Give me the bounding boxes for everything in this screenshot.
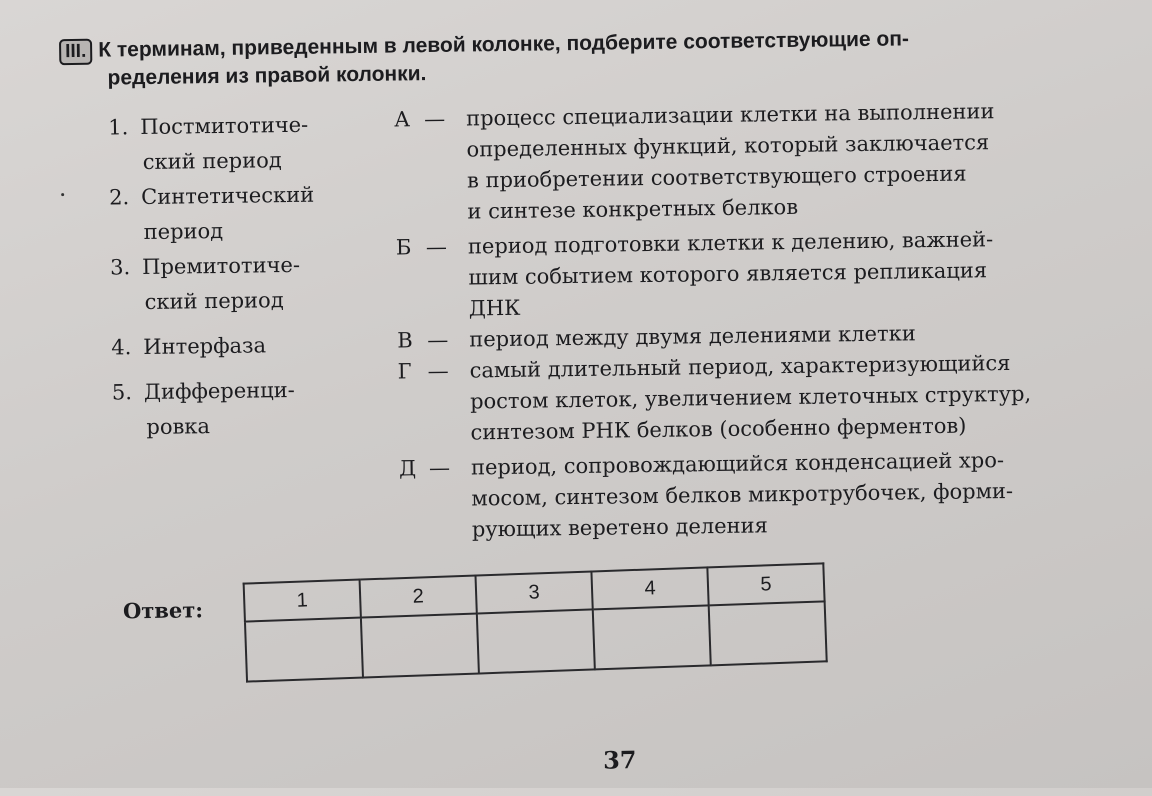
definition-line: определенных функций, который заключается [466, 130, 990, 162]
term-number: 5. [111, 380, 133, 405]
definition-letter: Г [397, 359, 412, 384]
answer-header-cell: 5 [707, 563, 824, 605]
answer-header-cell: 4 [591, 567, 708, 609]
definition-line: мосом, синтезом белков микротрубочек, форми- [471, 478, 1014, 511]
term-text: Интерфаза [143, 333, 267, 360]
definition-line: период между двумя делениями клетки [469, 321, 916, 352]
term-number: 4. [111, 335, 132, 360]
terms-column [108, 107, 373, 446]
definition-item [399, 444, 1100, 547]
answer-table [243, 562, 828, 682]
term-item [109, 177, 370, 251]
definition-letter: Б [395, 235, 412, 260]
answer-header-cell: 3 [475, 571, 592, 613]
definition-item [394, 95, 1096, 229]
definition-line: и синтезе конкретных белков [467, 194, 799, 224]
task-header-line-2: ределения из правой колонки. [107, 62, 427, 90]
definition-line: период, сопровождающийся конденсацией хро- [470, 448, 1005, 480]
page-number: 37 [602, 745, 637, 775]
term-item [111, 327, 371, 366]
task-number-badge: III. [59, 39, 92, 65]
definition-line: ДНК [468, 295, 521, 321]
definition-line: шим событием которого является репликация [468, 258, 988, 290]
term-number: 2. [109, 185, 130, 210]
definition-line: процесс специализации клетки на выполнении [465, 99, 995, 131]
definition-line: рующих веретено деления [471, 513, 768, 542]
term-text-cont: ский период [142, 148, 282, 175]
definition-letter: В [397, 328, 413, 353]
answer-cell-5[interactable] [709, 601, 827, 665]
definition-line: синтезом РНК белков (особенно ферментов) [470, 413, 967, 445]
definition-dash: — [428, 455, 451, 481]
definition-item [397, 347, 1098, 450]
term-text-cont: ровка [146, 414, 211, 439]
term-item [110, 247, 371, 321]
term-text: Премитотиче- [142, 252, 301, 280]
answer-cell-4[interactable] [593, 605, 711, 669]
term-text: Дифференци- [143, 377, 295, 405]
definition-line: период подготовки клетки к делению, важней- [467, 227, 994, 259]
definition-dash: — [427, 358, 449, 384]
answer-header-cell: 1 [244, 580, 361, 622]
definitions-column [394, 95, 1100, 547]
definition-line: в приобретении соответствующего строения [466, 161, 967, 193]
definition-letter: А [393, 107, 411, 132]
definition-dash: — [423, 106, 446, 132]
answer-cell-3[interactable] [477, 609, 595, 673]
definition-line: самый длительный период, характеризующийся [469, 350, 1011, 383]
term-text: Синтетический [141, 182, 315, 210]
term-text-cont: ский период [144, 288, 284, 315]
definition-letter: Д [398, 456, 417, 481]
term-item [108, 107, 369, 181]
term-item [112, 372, 373, 446]
task-header [59, 23, 1070, 93]
term-number: 1. [108, 115, 129, 140]
answer-cell-1[interactable] [245, 618, 363, 682]
print-speck [61, 193, 64, 196]
definition-item [396, 223, 1097, 326]
answer-label: Ответ: [122, 597, 204, 624]
term-number: 3. [110, 255, 131, 280]
definition-line: ростом клеток, увеличением клеточных структур, [469, 381, 1032, 414]
answer-header-cell: 2 [360, 576, 477, 618]
definition-dash: — [427, 327, 449, 353]
definition-dash: — [425, 234, 448, 260]
term-text-cont: период [143, 218, 224, 245]
term-text: Постмитотиче- [140, 112, 309, 140]
task-header-line-1: К терминам, приведенным в левой колонке, подберите соответствующие оп- [98, 27, 910, 62]
answer-cell-2[interactable] [361, 614, 479, 678]
